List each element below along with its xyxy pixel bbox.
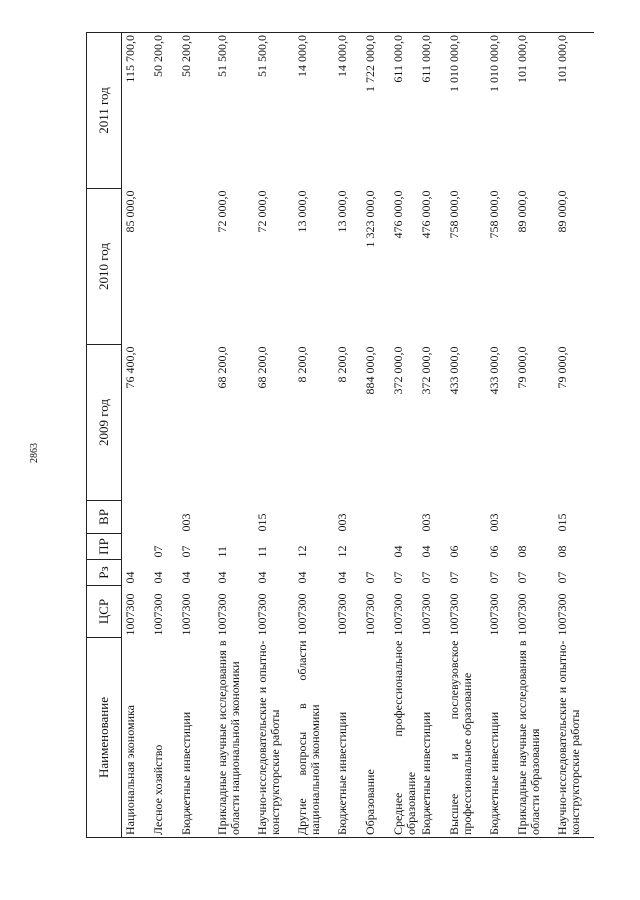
- row-vr: [446, 501, 486, 534]
- budget-table: [86, 32, 594, 838]
- row-2011: 1 010 000,0: [486, 33, 514, 189]
- row-vr: 015: [255, 513, 269, 532]
- row-pr: 08: [515, 545, 529, 558]
- row-2009: 8 200,0: [295, 346, 309, 383]
- row-2011: 611 000,0: [390, 33, 418, 189]
- row-2009: 76 400,0: [123, 346, 137, 389]
- row-csr: 1007300: [363, 593, 377, 636]
- row-name: Другие вопросы в области национальной экономики: [294, 638, 334, 838]
- table-row: [418, 33, 446, 838]
- row-name: Бюджетные инвестиции: [418, 638, 446, 838]
- row-csr: 1007300: [255, 593, 269, 636]
- header-vr: ВР: [87, 501, 122, 534]
- row-pr: [362, 534, 390, 560]
- row-pr: 12: [295, 545, 309, 558]
- row-2009: 433 000,0: [447, 346, 461, 395]
- row-2010: 758 000,0: [447, 190, 461, 239]
- row-2009: 68 200,0: [215, 346, 229, 389]
- row-vr: [294, 501, 334, 534]
- row-2011: 14 000,0: [294, 33, 334, 189]
- header-2009: 2009 год: [87, 345, 122, 501]
- row-vr: 003: [179, 513, 193, 532]
- row-2011: 1 010 000,0: [446, 33, 486, 189]
- row-rz: 07: [419, 571, 433, 584]
- table-row: [446, 33, 486, 838]
- row-pr: 07: [179, 545, 193, 558]
- row-name: Бюджетные инвестиции: [334, 638, 362, 838]
- row-rz: 07: [515, 571, 529, 584]
- row-2009: 79 000,0: [515, 346, 529, 389]
- row-vr: [390, 501, 418, 534]
- row-2010: [178, 189, 214, 345]
- table-row: [178, 33, 214, 838]
- row-pr: 12: [335, 545, 349, 558]
- row-name: Национальная экономика: [122, 638, 151, 838]
- row-pr: 06: [487, 545, 501, 558]
- header-pr: ПР: [87, 534, 122, 560]
- row-pr: 11: [255, 545, 269, 558]
- row-pr: 04: [391, 545, 405, 558]
- row-csr: 1007300: [487, 593, 501, 636]
- header-2011: 2011 год: [87, 33, 122, 189]
- row-rz: 07: [391, 571, 405, 584]
- table-row: [214, 33, 254, 838]
- row-2011: 50 200,0: [178, 33, 214, 189]
- row-2011: 1 722 000,0: [362, 33, 390, 189]
- row-vr: 003: [487, 513, 501, 532]
- table-row: [294, 33, 334, 838]
- row-2011: 14 000,0: [334, 33, 362, 189]
- row-2009: [150, 345, 178, 501]
- row-rz: 07: [487, 571, 501, 584]
- table-row: [334, 33, 362, 838]
- row-csr: 1007300: [295, 593, 309, 636]
- row-2010: 89 000,0: [555, 190, 569, 233]
- row-rz: 04: [151, 571, 165, 584]
- table-row: [514, 33, 554, 838]
- table-row: [390, 33, 418, 838]
- row-name: Образование: [362, 638, 390, 838]
- row-name: Научно-исследовательские и опытно-конструкторские работы: [554, 638, 594, 838]
- row-rz: 07: [363, 571, 377, 584]
- row-rz: 07: [555, 571, 569, 584]
- row-csr: 1007300: [123, 593, 137, 636]
- row-2010: 476 000,0: [391, 190, 405, 239]
- row-csr: 1007300: [447, 593, 461, 636]
- row-2010: [150, 189, 178, 345]
- row-2011: 51 500,0: [214, 33, 254, 189]
- row-2011: 51 500,0: [254, 33, 294, 189]
- row-name: Бюджетные инвестиции: [486, 638, 514, 838]
- row-2010: 758 000,0: [487, 190, 501, 239]
- row-name: Научно-исследовательские и опытно-конструкторские работы: [254, 638, 294, 838]
- header-rz: Рз: [87, 560, 122, 586]
- row-pr: 04: [419, 545, 433, 558]
- row-rz: 04: [255, 571, 269, 584]
- row-pr: 07: [151, 545, 165, 558]
- row-2010: 476 000,0: [419, 190, 433, 239]
- row-name: Лесное хозяйство: [150, 638, 178, 838]
- row-2009: 8 200,0: [335, 346, 349, 383]
- row-2010: 85 000,0: [123, 190, 137, 233]
- row-csr: 1007300: [179, 593, 193, 636]
- row-name: Среднее профессиональное образование: [390, 638, 418, 838]
- row-2009: 433 000,0: [487, 346, 501, 395]
- row-pr: [122, 534, 151, 560]
- row-vr: [150, 501, 178, 534]
- row-2009: 79 000,0: [555, 346, 569, 389]
- row-2009: 372 000,0: [391, 346, 405, 395]
- row-2010: 89 000,0: [515, 190, 529, 233]
- table-row: [554, 33, 594, 838]
- row-rz: 04: [335, 571, 349, 584]
- row-rz: 04: [215, 571, 229, 584]
- row-pr: 06: [447, 545, 461, 558]
- row-vr: [214, 501, 254, 534]
- row-2011: 101 000,0: [554, 33, 594, 189]
- row-2010: 13 000,0: [335, 190, 349, 233]
- table-row: [122, 33, 151, 838]
- row-name: Прикладные научные исследования в области национальной экономики: [214, 638, 254, 838]
- row-2010: 72 000,0: [255, 190, 269, 233]
- row-name: Высшее и послевузовское профессиональное образование: [446, 638, 486, 838]
- row-csr: 1007300: [419, 593, 433, 636]
- row-name: Бюджетные инвестиции: [178, 638, 214, 838]
- row-2009: 884 000,0: [363, 346, 377, 395]
- row-rz: 04: [179, 571, 193, 584]
- row-2009: 372 000,0: [419, 346, 433, 395]
- row-vr: [122, 501, 151, 534]
- row-name: Прикладные научные исследования в области образования: [514, 638, 554, 838]
- row-rz: 04: [295, 571, 309, 584]
- row-2009: 68 200,0: [255, 346, 269, 389]
- page-number: 2863: [29, 443, 40, 463]
- row-csr: 1007300: [515, 593, 529, 636]
- row-vr: 003: [335, 513, 349, 532]
- row-2011: 50 200,0: [150, 33, 178, 189]
- row-vr: 003: [419, 513, 433, 532]
- table-row: [254, 33, 294, 838]
- row-csr: 1007300: [555, 593, 569, 636]
- row-pr: 11: [215, 545, 229, 558]
- header-csr: ЦСР: [87, 586, 122, 638]
- row-csr: 1007300: [215, 593, 229, 636]
- row-2011: 101 000,0: [514, 33, 554, 189]
- row-csr: 1007300: [391, 593, 405, 636]
- table-row: [486, 33, 514, 838]
- row-vr: 015: [555, 513, 569, 532]
- row-vr: [362, 501, 390, 534]
- row-2011: 611 000,0: [418, 33, 446, 189]
- table-row: [150, 33, 178, 838]
- header-2010: 2010 год: [87, 189, 122, 345]
- row-csr: 1007300: [151, 593, 165, 636]
- row-csr: 1007300: [335, 593, 349, 636]
- row-2010: 72 000,0: [215, 190, 229, 233]
- row-2009: [178, 345, 214, 501]
- row-2010: 13 000,0: [295, 190, 309, 233]
- row-pr: 08: [555, 545, 569, 558]
- row-rz: 07: [447, 571, 461, 584]
- table-header-row: [87, 33, 122, 838]
- table-row: [362, 33, 390, 838]
- row-vr: [514, 501, 554, 534]
- row-2010: 1 323 000,0: [363, 190, 377, 248]
- row-2011: 115 700,0: [122, 33, 151, 189]
- header-name: Наименование: [87, 638, 122, 838]
- rotated-page-content: [86, 33, 582, 838]
- row-rz: 04: [123, 571, 137, 584]
